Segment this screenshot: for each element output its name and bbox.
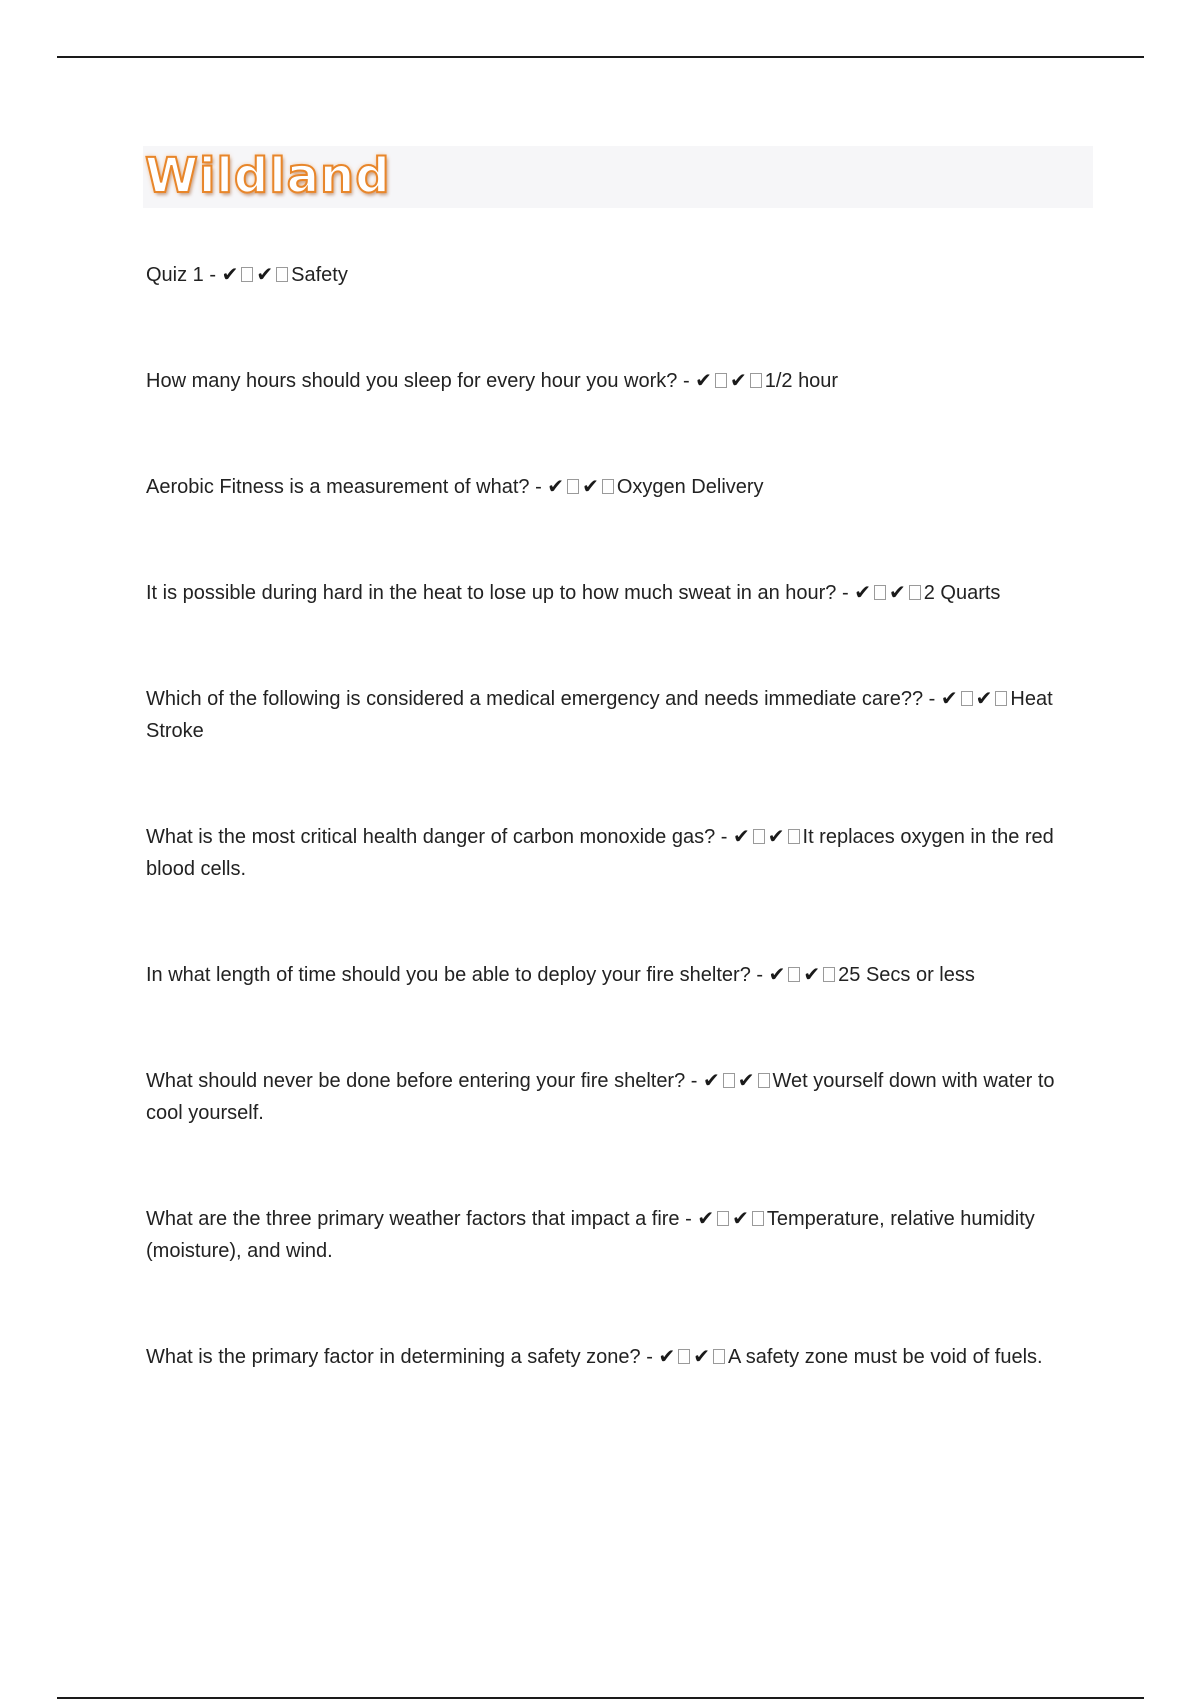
check-mark-icon: ✔ [693, 1344, 710, 1368]
answer-text: 1/2 hour [764, 370, 839, 392]
question-text: It is possible during hard in the heat to lose up to how much sweat in an hour? [146, 582, 837, 604]
header-banner [143, 146, 1093, 208]
answer-text: Heat Stroke [146, 688, 1053, 742]
qa-item [146, 682, 1096, 747]
answer-text: Temperature, relative humidity (moisture), and wind. [146, 1208, 1035, 1262]
check-mark-icon: ✔ [854, 580, 871, 604]
separator: - [685, 1070, 703, 1092]
check-marks [658, 1344, 728, 1368]
separator: - [677, 370, 696, 392]
separator: - [750, 964, 769, 986]
box-icon [758, 1073, 770, 1088]
check-marks [733, 824, 803, 848]
check-marks [547, 474, 617, 498]
box-icon [717, 1211, 729, 1226]
check-mark-icon: ✔ [732, 1206, 749, 1230]
qa-item [146, 1064, 1096, 1129]
check-mark-icon: ✔ [695, 368, 712, 392]
answer-text: A safety zone must be void of fuels. [727, 1346, 1043, 1368]
check-marks [222, 262, 292, 286]
question-text: Aerobic Fitness is a measurement of what? [146, 476, 530, 498]
answer-text: 25 Secs or less [838, 964, 975, 986]
box-icon [276, 267, 288, 282]
check-mark-icon: ✔ [658, 1344, 676, 1368]
answer-text: Oxygen Delivery [616, 476, 764, 498]
check-marks [703, 1068, 773, 1092]
question-text: What is the primary factor in determining a safety zone? [146, 1346, 641, 1368]
qa-list [146, 364, 1096, 1373]
question-text: What is the most critical health danger of carbon monoxide gas? [146, 826, 716, 848]
check-mark-icon: ✔ [256, 262, 274, 286]
separator: - [679, 1208, 698, 1230]
check-mark-icon: ✔ [703, 1068, 720, 1092]
check-marks [695, 368, 765, 392]
box-icon [713, 1349, 725, 1364]
quiz-content [146, 258, 1096, 1373]
qa-item [146, 820, 1096, 885]
check-mark-icon: ✔ [975, 686, 993, 710]
question-text: What should never be done before entering your fire shelter? [146, 1070, 686, 1092]
check-marks [697, 1206, 767, 1230]
separator: - [640, 1346, 659, 1368]
separator: - [529, 476, 548, 498]
separator: - [203, 264, 222, 286]
quiz-title-line [146, 258, 1096, 291]
box-icon [961, 691, 973, 706]
qa-item [146, 958, 1096, 991]
answer-text: Wet yourself down with water to cool yourself. [146, 1070, 1055, 1124]
box-icon [874, 585, 886, 600]
qa-item [146, 1202, 1096, 1267]
check-marks [941, 686, 1011, 710]
qa-item [146, 1340, 1096, 1373]
box-icon [567, 479, 579, 494]
check-mark-icon: ✔ [737, 1068, 755, 1092]
box-icon [788, 967, 800, 982]
box-icon [753, 829, 765, 844]
box-icon [788, 829, 800, 844]
check-mark-icon: ✔ [940, 686, 958, 710]
box-icon [241, 267, 253, 282]
check-mark-icon: ✔ [803, 962, 821, 986]
box-icon [750, 373, 762, 388]
separator: - [715, 826, 733, 848]
quiz-topic: Safety [291, 264, 348, 286]
box-icon [715, 373, 727, 388]
qa-item [146, 470, 1096, 503]
check-marks [769, 962, 839, 986]
question-text: Which of the following is considered a medical emergency and needs immediate care?? [146, 688, 924, 710]
qa-item [146, 364, 1096, 397]
check-mark-icon: ✔ [732, 824, 750, 848]
question-text: What are the three primary weather factors that impact a fire [146, 1208, 680, 1230]
check-mark-icon: ✔ [729, 368, 747, 392]
check-mark-icon: ✔ [221, 262, 239, 286]
banner-title: Wildland [145, 148, 391, 204]
check-mark-icon: ✔ [697, 1206, 715, 1230]
check-mark-icon: ✔ [547, 474, 565, 498]
box-icon [678, 1349, 690, 1364]
answer-text: It replaces oxygen in the red blood cells. [146, 826, 1054, 880]
check-mark-icon: ✔ [888, 580, 906, 604]
box-icon [752, 1211, 764, 1226]
bottom-rule [57, 1697, 1144, 1699]
answer-text: 2 Quarts [923, 582, 1001, 604]
box-icon [909, 585, 921, 600]
box-icon [602, 479, 614, 494]
qa-item [146, 576, 1096, 609]
check-mark-icon: ✔ [768, 962, 786, 986]
quiz-title: Quiz 1 [146, 264, 204, 286]
question-text: In what length of time should you be able to deploy your fire shelter? [146, 964, 751, 986]
question-text: How many hours should you sleep for every hour you work? [146, 370, 678, 392]
check-mark-icon: ✔ [582, 474, 599, 498]
check-mark-icon: ✔ [767, 824, 785, 848]
box-icon [823, 967, 835, 982]
box-icon [723, 1073, 735, 1088]
check-marks [854, 580, 924, 604]
separator: - [923, 688, 941, 710]
separator: - [836, 582, 855, 604]
top-rule [57, 56, 1144, 58]
box-icon [995, 691, 1007, 706]
